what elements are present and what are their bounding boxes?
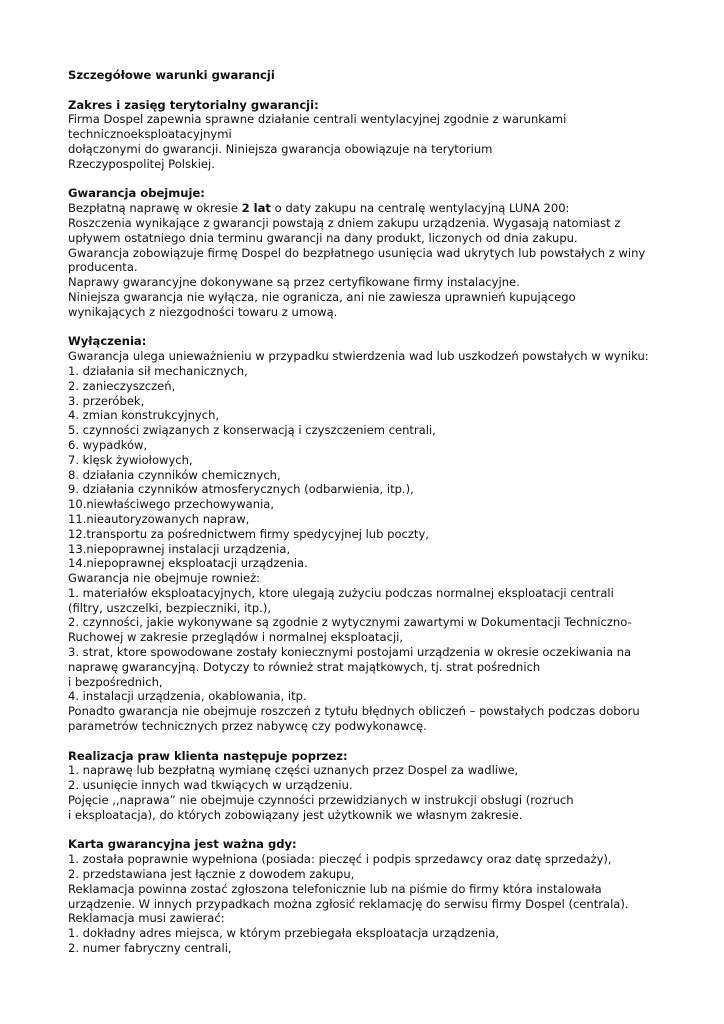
exclusions-line: 3. strat, ktore spowodowane zostały koniecznymi postojami urządzenia w okresie oczekiwania na bbox=[68, 645, 632, 660]
claims-line: 2. usunięcie innych wad tkwiących w urządzeniu. bbox=[68, 778, 353, 793]
exclusions-line: 2. czynności, jakie wykonywane są zgodnie z wytycznymi zawartymi w Dokumentacji Techniczno- bbox=[68, 615, 632, 630]
scope-heading: Zakres i zasięg terytorialny gwarancji: bbox=[68, 97, 319, 112]
warranty-period: 2 lat bbox=[241, 201, 271, 216]
exclusions-line: 12.transportu za pośrednictwem firmy spedycyjnej lub poczty, bbox=[68, 526, 429, 541]
exclusions-line: 2. zanieczyszczeń, bbox=[68, 378, 176, 393]
exclusions-line: 4. instalacji urządzenia, okablowania, itp. bbox=[68, 689, 307, 704]
covers-heading: Gwarancja obejmuje: bbox=[68, 186, 205, 201]
exclusions-line: 3. przeróbek, bbox=[68, 393, 145, 408]
covers-line: producenta. bbox=[68, 260, 138, 275]
exclusions-line: parametrów technicznych przez nabywcę czy podwykonawcę. bbox=[68, 719, 427, 734]
exclusions-heading: Wyłączenia: bbox=[68, 334, 147, 349]
exclusions-line: Ponadto gwarancja nie obejmuje roszczeń z tytułu błędnych obliczeń – powstałych podczas doboru bbox=[68, 704, 640, 719]
claims-line: i eksploatacja), do których zobowiązany jest użytkownik we własnym zakresie. bbox=[68, 807, 523, 822]
covers-line: Naprawy gwarancyjne dokonywane są przez certyfikowane firmy instalacyjne. bbox=[68, 275, 520, 290]
exclusions-line: Gwarancja nie obejmuje rownież: bbox=[68, 571, 261, 586]
spacer bbox=[68, 823, 708, 838]
claims-line: Pojęcie ,,naprawa” nie obejmuje czynności przewidzianych w instrukcji obsługi (rozruch bbox=[68, 793, 574, 808]
exclusions-line: 9. działania czynników atmosferycznych (odbarwienia, itp.), bbox=[68, 482, 414, 497]
document-title: Szczegółowe warunki gwarancji bbox=[68, 68, 275, 82]
exclusions-line: 7. klęsk żywiołowych, bbox=[68, 452, 193, 467]
covers-line: upływem ostatniego dnia terminu gwarancji na dany produkt, liczonych od dnia zakupu. bbox=[68, 230, 578, 245]
exclusions-line: Gwarancja ulega unieważnieniu w przypadku stwierdzenia wad lub uszkodzeń powstałych w wyniku: bbox=[68, 349, 649, 364]
covers-first-post: o daty zakupu na centralę wentylacyjną LUNA 200: bbox=[270, 201, 570, 216]
covers-line: Niniejsza gwarancja nie wyłącza, nie ogranicza, ani nie zawiesza uprawnień kupującego bbox=[68, 289, 576, 304]
scope-line: dołączonymi do gwarancji. Niniejsza gwarancja obowiązuje na terytorium bbox=[68, 141, 493, 156]
exclusions-line: 10.niewłaściwego przechowywania, bbox=[68, 497, 275, 512]
exclusions-line: Ruchowej w zakresie przeglądów i normalnej eksploatacji, bbox=[68, 630, 404, 645]
scope-line: technicznoeksploatacyjnymi bbox=[68, 127, 232, 142]
covers-line: wynikających z niezgodności towaru z umową. bbox=[68, 304, 338, 319]
exclusions-line: 1. działania sił mechanicznych, bbox=[68, 363, 248, 378]
card-line: Reklamacja musi zawierać: bbox=[68, 911, 225, 926]
exclusions-line: (filtry, uszczelki, bezpieczniki, itp.), bbox=[68, 600, 272, 615]
exclusions-line: 1. materiałów eksploatacyjnych, ktore ulegają zużyciu podczas normalnej eksploatacji centrali bbox=[68, 585, 614, 600]
exclusions-line: 14.niepoprawnej eksploatacji urządzenia. bbox=[68, 556, 308, 571]
claims-heading: Realizacja praw klienta następuje poprzez: bbox=[68, 748, 348, 763]
card-line: urządzenie. W innych przypadkach można zgłosić reklamację do serwisu firmy Dospel (centrala). bbox=[68, 896, 629, 911]
exclusions-line: i bezpośrednich, bbox=[68, 674, 163, 689]
spacer bbox=[68, 734, 708, 749]
exclusions-line: 6. wypadków, bbox=[68, 437, 148, 452]
spacer bbox=[68, 83, 708, 98]
card-line: Reklamacja powinna zostać zgłoszona telefonicznie lub na piśmie do firmy która instalowała bbox=[68, 881, 602, 896]
spacer bbox=[68, 320, 708, 335]
card-line: 1. została poprawnie wypełniona (posiada: pieczęć i podpis sprzedawcy oraz datę sprzedaży), bbox=[68, 852, 612, 867]
covers-line: Gwarancja zobowiązuje firmę Dospel do bezpłatnego usunięcia wad ukrytych lub powstałych z winy bbox=[68, 245, 646, 260]
spacer bbox=[68, 172, 708, 187]
covers-first-pre: Bezpłatną naprawę w okresie bbox=[68, 201, 242, 216]
card-heading: Karta gwarancyjna jest ważna gdy: bbox=[68, 837, 297, 852]
exclusions-line: 8. działania czynników chemicznych, bbox=[68, 467, 281, 482]
card-line: 2. numer fabryczny centrali, bbox=[68, 941, 232, 956]
exclusions-line: 13.niepoprawnej instalacji urządzenia, bbox=[68, 541, 291, 556]
warranty-document bbox=[68, 68, 708, 956]
scope-line: Firma Dospel zapewnia sprawne działanie centrali wentylacyjnej zgodnie z warunkami bbox=[68, 112, 567, 127]
exclusions-line: naprawę gwarancyjną. Dotyczy to również strat majątkowych, tj. strat pośrednich bbox=[68, 659, 541, 674]
covers-line: Roszczenia wynikające z gwarancji powstają z dniem zakupu urządzenia. Wygasają natomiast z bbox=[68, 215, 621, 230]
card-line: 2. przedstawiana jest łącznie z dowodem zakupu, bbox=[68, 867, 355, 882]
card-line: 1. dokładny adres miejsca, w którym przebiegała eksploatacja urządzenia, bbox=[68, 926, 500, 941]
exclusions-line: 11.nieautoryzowanych napraw, bbox=[68, 511, 250, 526]
exclusions-line: 4. zmian konstrukcyjnych, bbox=[68, 408, 220, 423]
exclusions-line: 5. czynności związanych z konserwacją i czyszczeniem centrali, bbox=[68, 423, 436, 438]
covers-first-line bbox=[68, 201, 708, 216]
scope-line: Rzeczypospolitej Polskiej. bbox=[68, 156, 215, 171]
claims-line: 1. naprawę lub bezpłatną wymianę części uznanych przez Dospel za wadliwe, bbox=[68, 763, 519, 778]
